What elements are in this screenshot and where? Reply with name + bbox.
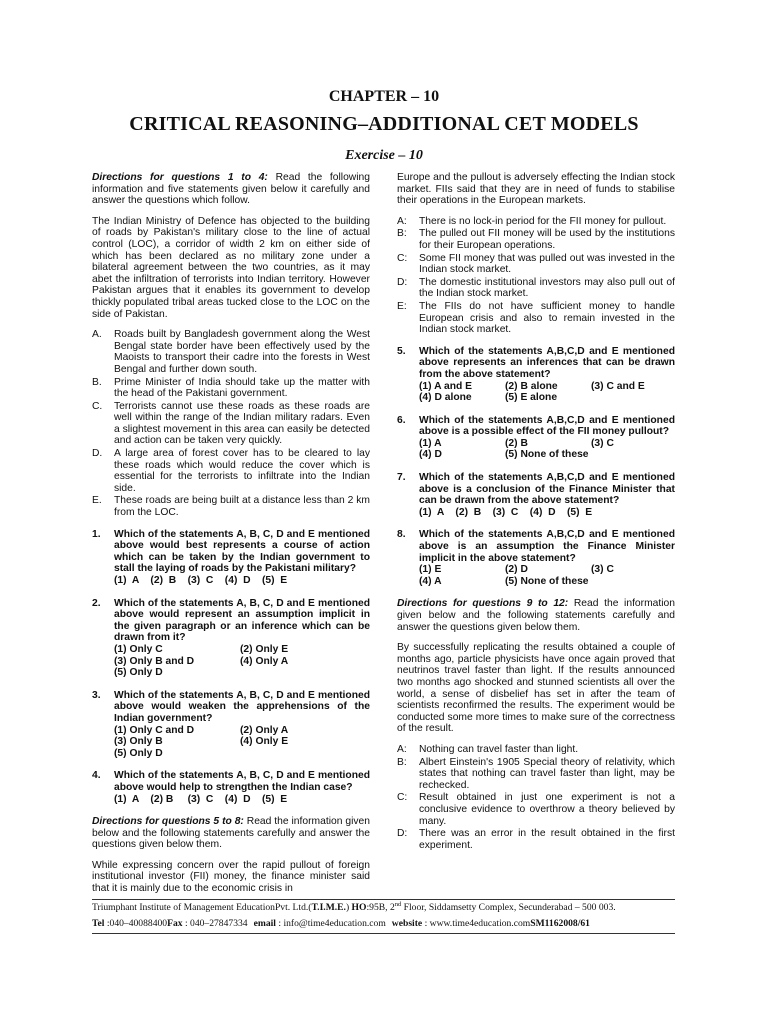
statement-item	[92, 448, 370, 494]
statement-label: C:	[397, 792, 408, 804]
directions-5-8	[92, 816, 370, 851]
directions-text: Read the information given below and the following statements carefully and answer the questions given below them.	[92, 816, 370, 851]
footer-company: Triumphant Institute of Management EducationPvt. Ltd.(	[92, 902, 312, 913]
statement-label: E.	[92, 495, 102, 507]
statement-text: Terrorists cannot use these roads as these roads are well within the range of the Indian military radars. Even a slightest movement in this area can easily be detected and action can be taken very quickly.	[114, 400, 370, 447]
question-number: 2.	[92, 597, 101, 609]
statement-label: C:	[397, 252, 408, 264]
statement-item	[92, 495, 370, 518]
option: (5) Only D	[114, 747, 163, 759]
statement-label: E:	[397, 300, 407, 312]
directions-9-12	[397, 598, 675, 633]
question-options	[419, 564, 675, 587]
option: (1) Only C	[114, 643, 163, 655]
statement-item	[397, 828, 675, 851]
statement-item	[397, 253, 675, 276]
statement-label: A.	[92, 329, 102, 341]
option: (4) D alone	[419, 392, 472, 404]
passage-1: The Indian Ministry of Defence has objected to the building of roads by Pakistan's military close to the line of actual control (LOC), a corridor of width 2 km on either side of which has been declared as no military zone under a bilateral agreement between the two countries, as it may abet the infiltration of terrorists into Indian territory. However Pakistan argues that it enables its government to develop thickly populated tribal areas tucked close to the LOC on the side of Pakistan.	[92, 215, 370, 320]
footer-rule-bottom	[92, 933, 675, 934]
option: (3) Only B and D	[114, 655, 195, 667]
question-text: Which of the statements A,B,C,D and E mentioned above is a possible effect of the FII money pullout?	[419, 414, 675, 438]
question-number: 8.	[397, 529, 406, 541]
statement-text: The FIIs do not have sufficient money to handle European crisis and also to remain invested in the Indian stock market.	[419, 300, 675, 336]
footer-email-label: email	[253, 918, 276, 929]
statement-text: Roads built by Bangladesh government along the West Bengal state border have been effectively used by the Maoists to transport their cadre into the forests in West Bengal and further down south.	[114, 329, 370, 375]
option: (4) A	[419, 575, 442, 587]
option: (3) C and E	[591, 380, 645, 392]
statement-label: C.	[92, 400, 103, 412]
footer-rule-top	[92, 899, 675, 900]
question-number: 7.	[397, 472, 406, 484]
question-options: (1) A (2) B (3) C (4) D (5) E	[114, 793, 288, 805]
directions-lead: Directions for questions 1 to 4:	[92, 172, 268, 183]
question-number: 4.	[92, 770, 101, 782]
footer-website-label: website	[391, 918, 423, 929]
question-options: (1) A (2) B (3) C (4) D (5) E	[114, 575, 288, 586]
question-text: Which of the statements A,B,C,D and E mentioned above is a conclusion of the Finance Minister that can be drawn from the above statement?	[419, 472, 675, 507]
statement-item	[397, 792, 675, 827]
option: (1) A	[419, 437, 442, 449]
statement-label: D:	[397, 828, 408, 840]
question-1	[92, 529, 370, 587]
question-options: (1) A (2) B (3) C (4) D (5) E	[419, 506, 593, 518]
statement-item	[397, 228, 675, 251]
statements-list-1	[92, 329, 370, 519]
statement-label: B:	[397, 756, 407, 768]
statement-item	[397, 744, 675, 756]
question-number: 5.	[397, 345, 406, 357]
footer-tel: :040–40088400	[104, 918, 168, 929]
option: (2) B	[505, 437, 528, 449]
statement-text: A large area of forest cover has to be cleared to lay these roads which would reduce the cover which is essential for the terrorists to infiltrate into the Indian side.	[114, 448, 370, 494]
question-4	[92, 770, 370, 805]
statement-label: B.	[92, 376, 102, 388]
option: (2) Only A	[240, 724, 289, 736]
footer-superscript: nd	[394, 900, 402, 908]
passage-2-start: While expressing concern over the rapid pullout of foreign institutional investor (FII) money, the finance minister said that it is mainly due to the economic crisis in	[92, 859, 370, 895]
footer-fax-label: Fax	[167, 918, 183, 929]
left-column	[92, 172, 370, 904]
question-options	[419, 438, 675, 461]
statement-label: A:	[397, 215, 407, 227]
question-number: 3.	[92, 689, 101, 701]
statement-text: Albert Einstein's 1905 Special theory of relativity, which states that nothing can travel faster than light, may be rechecked.	[419, 756, 675, 791]
question-number: 1.	[92, 528, 101, 540]
passage-3: By successfully replicating the results obtained a couple of months ago, particle physicists have once again proved that neutrinos travel faster than light. If the results announced two months ago shocked and stunned scientists all over the world, a sense of disbelief has set in after the team of scientists reconfirmed the results. The experiment would be conducted some more times to make sure of the correctness of the result.	[397, 642, 675, 735]
option: (3) Only B	[114, 736, 163, 748]
question-7	[397, 472, 675, 518]
directions-lead: Directions for questions 5 to 8:	[92, 816, 244, 828]
option: (4) Only E	[240, 736, 289, 748]
passage-2-continued: Europe and the pullout is adversely effecting the Indian stock market. FIIs said that they are in need of funds to stabilise their operations in the European markets.	[397, 172, 675, 207]
question-options	[114, 644, 370, 679]
footer-tel-label: Tel	[92, 918, 105, 929]
statement-item	[397, 216, 675, 228]
statement-label: D.	[92, 448, 103, 460]
question-number: 6.	[397, 414, 406, 426]
footer-page-code: SM1162008/61	[530, 918, 590, 929]
statement-text: These roads are being built at a distance less than 2 km from the LOC.	[114, 495, 370, 519]
option: (4) D	[419, 449, 442, 461]
statement-text: Some FII money that was pulled out was invested in the Indian stock market.	[419, 252, 675, 276]
question-text: Which of the statements A, B, C, D and E mentioned above would best represents a course of action which can be taken by the Indian government to stall the laying of roads by the Pakistani military?	[114, 528, 370, 575]
statements-list-2	[397, 216, 675, 336]
question-6	[397, 415, 675, 461]
option: (3) C	[591, 564, 614, 576]
question-text: Which of the statements A,B,C,D and E mentioned above represents an inferences that can be drawn from the above statement?	[419, 345, 675, 380]
question-text: Which of the statements A, B, C, D and E mentioned above would help to strengthen the Indian case?	[114, 770, 370, 793]
footer-email: : info@time4education.com	[275, 918, 386, 929]
question-text: Which of the statements A, B, C, D and E mentioned above would weaken the apprehensions of the Indian government?	[114, 689, 370, 724]
question-options	[114, 725, 370, 760]
directions-lead: Directions for questions 9 to 12:	[397, 598, 569, 610]
option: (1) A and E	[419, 380, 473, 392]
question-3	[92, 690, 370, 760]
right-column	[397, 172, 675, 861]
option: (1) Only C and D	[114, 724, 195, 736]
statement-item	[397, 757, 675, 792]
question-options	[419, 381, 675, 404]
option: (2) D	[505, 564, 528, 576]
option: (1) E	[419, 564, 442, 576]
footer-contact	[92, 918, 692, 929]
statement-item	[92, 329, 370, 375]
footer-text: )	[345, 902, 352, 913]
statement-item	[397, 301, 675, 336]
statement-text: There is no lock-in period for the FII money for pullout.	[419, 215, 667, 227]
option: (5) Only D	[114, 667, 163, 679]
statement-label: D:	[397, 276, 408, 288]
statement-label: B:	[397, 228, 407, 240]
footer-text: Floor, Siddamsetty Complex, Secunderabad – 500 003.	[401, 902, 616, 913]
question-8	[397, 529, 675, 587]
directions-text: Read the following information and five statements given below it carefully and answer the questions which follow.	[92, 172, 370, 207]
footer-website: : www.time4education.com	[422, 918, 531, 929]
statement-text: Result obtained in just one experiment is not a conclusive evidence to overthrow a theory believed by many.	[419, 792, 675, 827]
footer-brand: T.I.M.E.	[311, 902, 346, 913]
footer-fax: : 040–27847334	[182, 918, 248, 929]
statement-item	[397, 277, 675, 300]
option: (5) None of these	[505, 449, 589, 461]
statement-text: Nothing can travel faster than light.	[419, 743, 579, 755]
option: (5) E alone	[505, 392, 558, 404]
option: (2) Only E	[240, 643, 289, 655]
footer-text: :95B, 2	[366, 902, 395, 913]
option: (2) B alone	[505, 380, 558, 392]
statements-list-3	[397, 744, 675, 851]
statement-label: A:	[397, 743, 407, 755]
statement-item	[92, 377, 370, 400]
question-2	[92, 598, 370, 679]
statement-item	[92, 401, 370, 447]
directions-text: Read the information given below and the following statements carefully and answer the questions given below them.	[397, 598, 675, 633]
question-text: Which of the statements A,B,C,D and E mentioned above is an assumption the Finance Minister implicit in the above statement?	[419, 529, 675, 564]
option: (5) None of these	[505, 575, 589, 587]
exercise-heading: Exercise – 10	[345, 148, 423, 163]
statement-text: The domestic institutional investors may also pull out of the Indian stock market.	[419, 276, 675, 300]
statement-text: Prime Minister of India should take up the matter with the head of the Pakistani government.	[114, 376, 370, 400]
directions-1-4	[92, 172, 370, 207]
option: (4) Only A	[240, 655, 289, 667]
footer-ho-label: HO	[351, 902, 367, 913]
statement-text: The pulled out FII money will be used by the institutions for their European operations.	[419, 228, 675, 251]
chapter-heading: CHAPTER – 10	[328, 88, 440, 105]
question-text: Which of the statements A, B, C, D and E mentioned above would represent an assumption implicit in the given paragraph or an inference which can be drawn from it?	[114, 597, 370, 644]
chapter-title: CRITICAL REASONING–ADDITIONAL CET MODELS	[129, 113, 639, 135]
option: (3) C	[591, 437, 614, 449]
statement-text: There was an error in the result obtained in the first experiment.	[419, 828, 675, 851]
question-5	[397, 346, 675, 404]
footer-address	[92, 902, 692, 913]
